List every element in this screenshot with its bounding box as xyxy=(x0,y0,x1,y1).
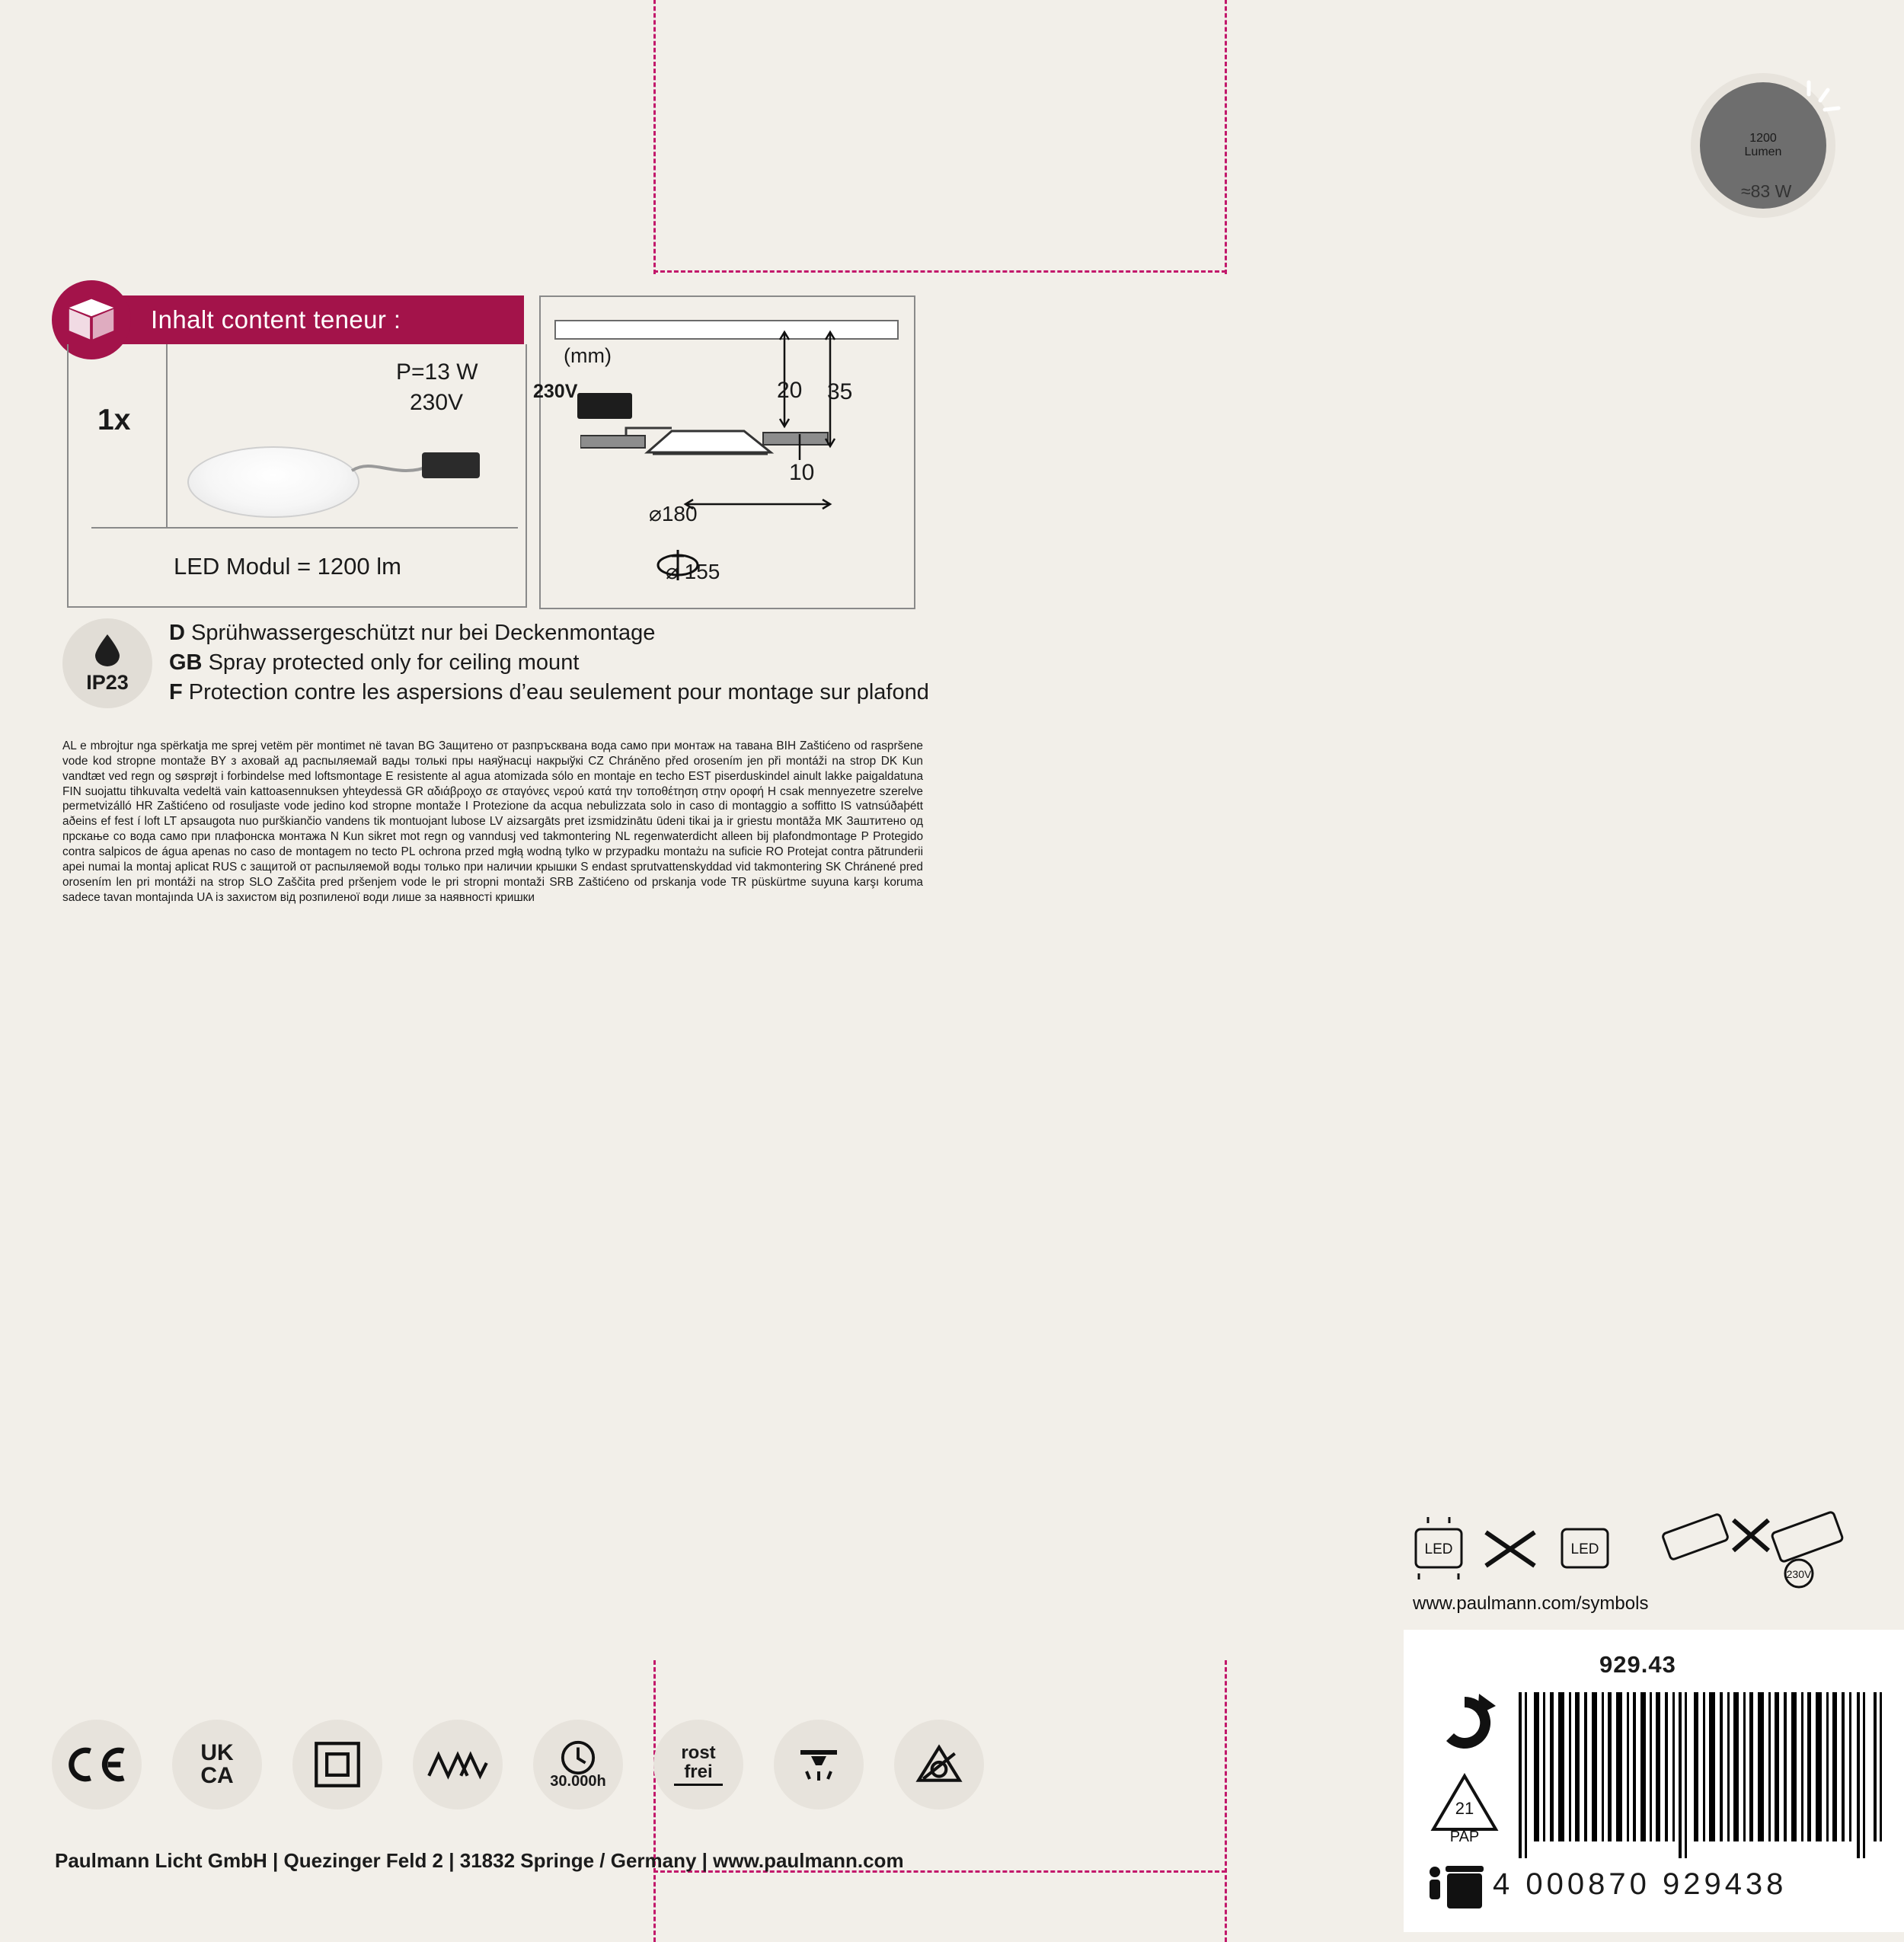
ce-glyph xyxy=(65,1745,129,1784)
ip-text-fr: Protection contre les aspersions d’eau seulement pour montage sur plafond xyxy=(188,679,929,704)
double-square-glyph xyxy=(313,1740,362,1789)
content-box-horizontal-divider xyxy=(91,527,518,529)
article-number: 929.43 xyxy=(1599,1651,1676,1678)
power-label: P=13 W xyxy=(396,359,478,385)
ukca-mark-icon xyxy=(172,1720,262,1809)
rust-free-underline xyxy=(674,1784,723,1786)
lifetime-hours-icon xyxy=(533,1720,623,1809)
svg-text:230V: 230V xyxy=(1786,1568,1812,1580)
svg-text:LED: LED xyxy=(1424,1541,1453,1557)
dimension-10: 10 xyxy=(789,460,815,485)
barcode-digits xyxy=(1493,1867,1904,1902)
voltage-label: 230V xyxy=(410,390,464,415)
class-2-icon xyxy=(292,1720,382,1809)
lang-code-gb: GB xyxy=(169,650,203,675)
lifetime-hours-label: 30.000h xyxy=(550,1772,606,1790)
voltage-drawing-label: 230V xyxy=(533,381,578,402)
pap-number: 21 xyxy=(1455,1799,1474,1818)
led-symbols-group xyxy=(1413,1516,1641,1584)
ukca-line1: UK xyxy=(200,1740,234,1765)
footer-company-info: Paulmann Licht GmbH | Quezinger Feld 2 | 31832 Springe / Germany | www.paulmann.com xyxy=(55,1849,904,1872)
content-header-bar xyxy=(67,295,524,344)
content-box-vertical-divider xyxy=(166,344,168,527)
ip-rating-label: IP23 xyxy=(86,670,129,694)
mm-glyph xyxy=(426,1748,490,1781)
downlight-glyph xyxy=(796,1746,842,1784)
lumen-unit: Lumen xyxy=(1744,145,1782,158)
recessed-ceiling-mount-icon xyxy=(774,1720,864,1809)
multilanguage-paragraph: AL e mbrojtur nga spërkatja me sprej vetëm për montimet në tavan BG Защитено от разпръсквана вода само при монтаж на тавана BIH Zaštićeno od raspršene vode kod stropne montaže BY з аховай ад распыляемай вады толькі пры наяўнасці накрыўкі CZ Chráněno před orosením jen při montáži na strop DK Kun vandtæt ved regn og søsprøjt i forbindelse med loftsmontage E resistente al agua atomizada sólo en montaje en techo EST piserduskindel ainult lakke paigaldatuna FIN suojattu tihkuvalta vedeltä vain kattoasennuksen yhteydessä GR αδιάβροχο σε σταγόνες νερού κατά την τοποθέτηση στην οροφή H csak mennyezetre szerelve permetvizálló HR Zaštićeno od rosuljaste vode jedino kod stropne montaže I Protezione da acqua nebulizzata solo in caso di montaggio a soffitto IS vatnsúðaþétt aðeins ef fest í loft LT apsaugota nuo purškiančio vandens tik montuojant lubose LV aizsargāts pret izsmidzinātu ūdeni tikai ja ir griestu montāža MK Заштитено од прскање со вода само при плафонска монтажа N Kun sikret mot regn og vanndusj ved takmontering NL regenwaterdicht alleen bij plafondmontage P Protegido contra salpicos de água apenas no caso de montagem no tecto PL ochrona przed mgłą wodną tylko w przypadku montażu na suficie RO Protejat contra pătrunderii apei numai la montaj aplicat RUS с защитой от распыляемой воды только при наличии крышки S endast sprutvattenskyddad vid takmontering SK Chránené pred orosením len pri montáži na strop SLO Zaščita pred pršenjem vode le pri stropni montaži SRB Zaštićeno od prskanja vode TR püskürtme suyuna karşı koruma sadece tavan montajında UA із захистом від розпиленої води лише за наявності кришки xyxy=(62,739,923,904)
ip-description-block xyxy=(169,618,931,707)
ip-line-gb xyxy=(169,648,931,678)
dimension-outer-diameter: ⌀180 xyxy=(649,502,698,525)
dimension-20: 20 xyxy=(777,378,803,403)
led-module-label: LED Modul = 1200 lm xyxy=(174,553,401,580)
ce-mark-icon xyxy=(52,1720,142,1809)
lang-code-f: F xyxy=(169,679,183,704)
barcode-image xyxy=(1516,1692,1887,1858)
dimension-35: 35 xyxy=(827,379,853,404)
cutout-hole-icon xyxy=(655,545,701,589)
content-header-label: Inhalt content teneur : xyxy=(151,305,401,334)
symbols-url[interactable]: www.paulmann.com/symbols xyxy=(1413,1593,1649,1614)
crop-mark-right-vertical xyxy=(1225,0,1227,274)
clock-glyph xyxy=(560,1739,596,1776)
rust-free-line2: frei xyxy=(684,1762,713,1782)
crop-mark-right-vertical-bottom xyxy=(1225,1660,1227,1942)
quantity-label: 1x xyxy=(97,404,131,436)
water-drop-icon xyxy=(92,633,123,666)
lang-code-d: D xyxy=(169,621,185,645)
ip-line-fr xyxy=(169,678,931,707)
ip-line-de xyxy=(169,618,931,648)
lumen-watt-equivalent: ≈83 W xyxy=(1741,181,1792,201)
dimension-arrows xyxy=(670,320,914,579)
barcode-number: 4 000870 929438 xyxy=(1493,1867,1787,1901)
ip-text-gb: Spray protected only for ceiling mount xyxy=(208,650,580,675)
rust-free-icon xyxy=(653,1720,743,1809)
unit-label: (mm) xyxy=(564,344,612,367)
crop-mark-left-vertical xyxy=(653,0,656,274)
luminaire-illustration xyxy=(187,446,359,518)
rust-free-line1: rost xyxy=(681,1742,716,1763)
crop-mark-top-horizontal xyxy=(653,270,1226,273)
svg-text:LED: LED xyxy=(1570,1541,1599,1557)
ip-text-de: Sprühwassergeschützt nur bei Deckenmontage xyxy=(191,621,656,645)
pap-label: PAP xyxy=(1449,1829,1480,1845)
not-dimmable-icon xyxy=(894,1720,984,1809)
dimension-cutout-diameter: ⌀ 155 xyxy=(666,560,720,583)
certification-icon-row xyxy=(52,1720,950,1819)
driver-illustration xyxy=(422,452,480,478)
lumen-value: 1200 xyxy=(1749,132,1777,145)
ukca-line2: CA xyxy=(200,1763,234,1788)
non-flammable-surface-icon xyxy=(413,1720,503,1809)
driver-drawing xyxy=(577,393,632,419)
not-dimmable-glyph xyxy=(915,1742,963,1787)
ip-rating-badge xyxy=(62,618,152,708)
driver-symbols-group xyxy=(1660,1508,1858,1592)
